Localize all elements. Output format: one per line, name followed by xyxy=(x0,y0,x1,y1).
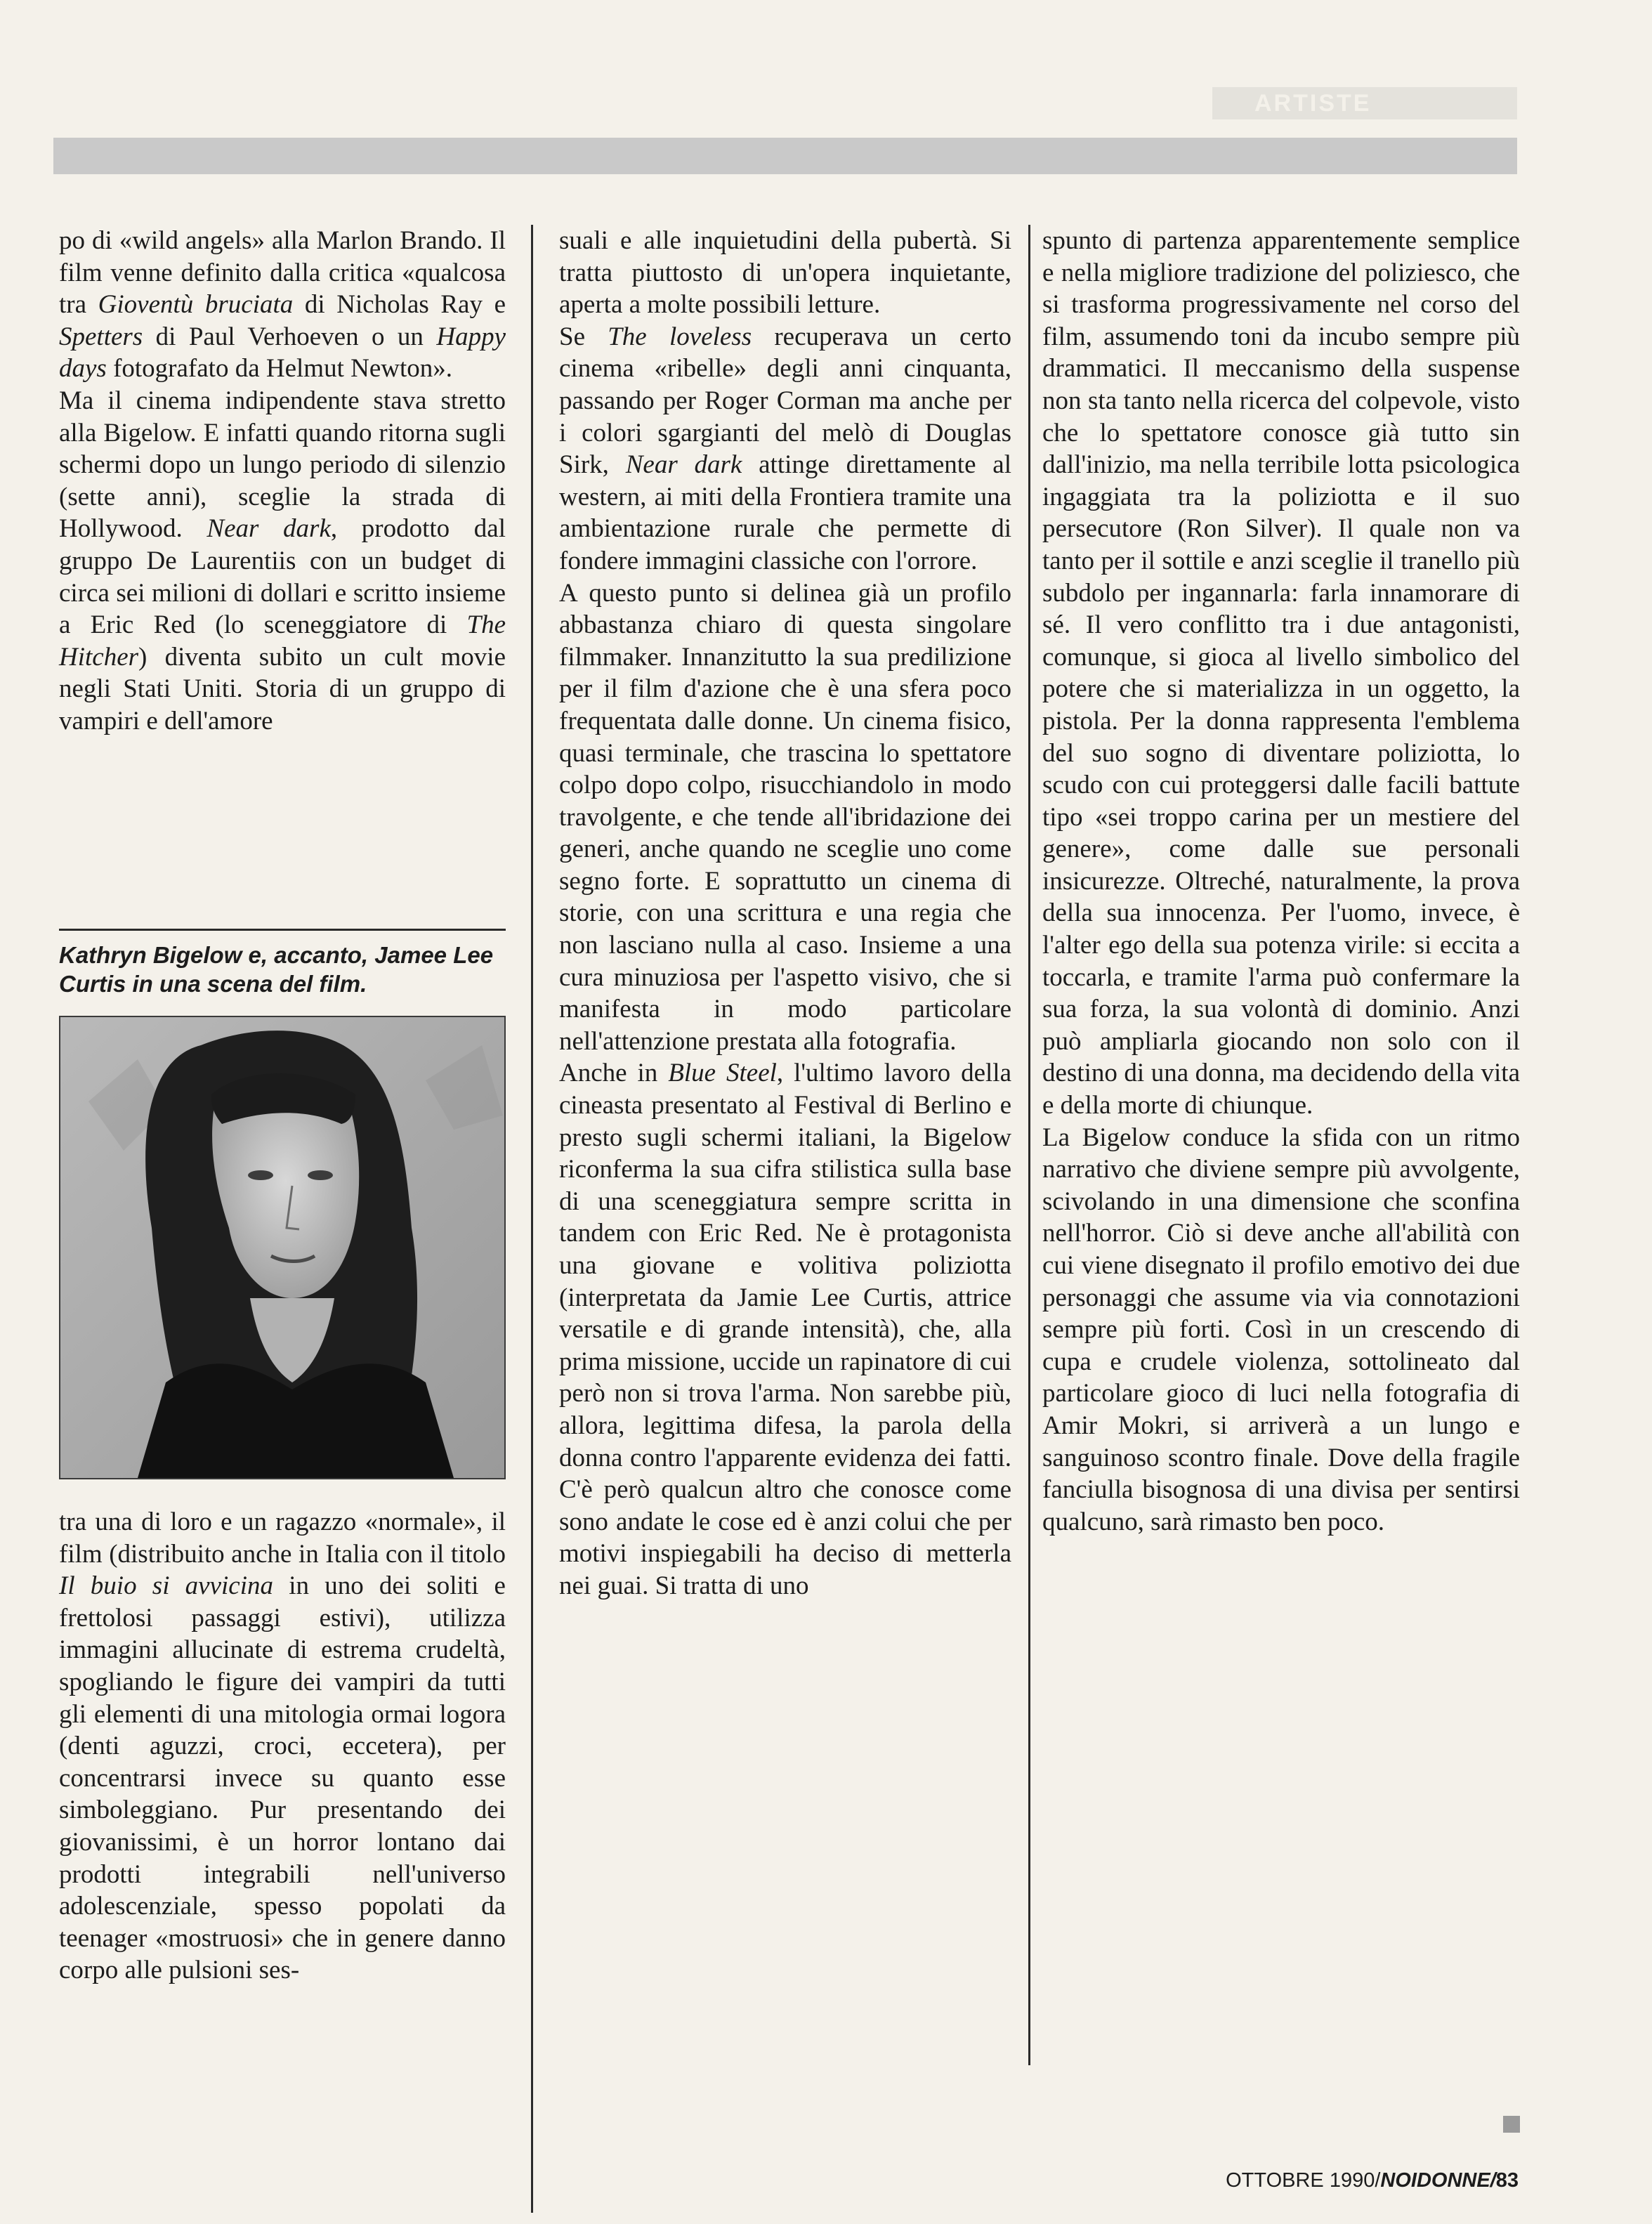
footer-magazine: NOIDONNE/ xyxy=(1380,2169,1496,2192)
text-run: recuperava un certo cinema «ribelle» degli anni cinquanta, passando per Roger Corman ma anche per i colori sgargianti del melò di Douglas Sirk, xyxy=(559,322,1011,480)
paragraph xyxy=(59,385,506,738)
title-italic: The loveless xyxy=(608,322,752,351)
text-run: ) diventa subito un cult movie negli Stati Uniti. Storia di un gruppo di vampiri e dell'amore xyxy=(59,642,506,735)
text-run: Ma il cinema indipendente stava stretto alla Bigelow. E infatti quando ritorna sugli schermi dopo un lungo periodo di silenzio (sette anni), sceglie la strada di Hollywood. xyxy=(59,386,506,544)
text-run: attinge direttamente al western, ai miti della Frontiera tramite una ambientazione rurale che permette di fondere immagini classiche con l'orrore. xyxy=(559,450,1011,575)
paragraph xyxy=(559,1057,1011,1602)
column-2 xyxy=(559,225,1011,1602)
text-run: suali e alle inquietudini della pubertà. Si tratta piuttosto di un'opera inquietante, aperta a molte possibili letture. xyxy=(559,226,1011,320)
paragraph xyxy=(559,225,1011,321)
text-run: , l'ultimo lavoro della cineasta presentato al Festival di Berlino e presto sugli schermi italiani, la Bigelow riconferma la sua cifra stilistica sulla base di una sceneggiatura sempre scritta in tandem con Eric Red. Ne è protagonista una giovane e volitiva poliziotta (interpretata da Jamie Lee Curtis, attrice versatile e di grande intensità), che, alla prima missione, uccide un rapinatore di cui però non si trova l'arma. Non sarebbe più, allora, legittima difesa, la parola della donna contro l'apparente evidenza dei fatti. C'è però qualcun altro che conosce come sono andate le cose ed è anzi colui che per motivi inspiegabili ha deciso di metterla nei guai. Si tratta di uno xyxy=(559,1059,1011,1600)
title-italic: Near dark xyxy=(206,514,331,544)
column-1-top xyxy=(59,225,506,738)
text-run: Anche in xyxy=(559,1059,669,1088)
text-run: tra una di loro e un ragazzo «normale», il film (distribuito anche in Italia con il titolo xyxy=(59,1507,506,1569)
title-italic: Happy days xyxy=(59,322,506,384)
column-3 xyxy=(1042,225,1520,1538)
title-italic: Gioventù bruciata xyxy=(98,290,294,320)
text-run: di Nicholas Ray e xyxy=(293,290,506,320)
paragraph xyxy=(1042,1122,1520,1538)
text-run: in uno dei soliti e frettolosi passaggi estivi), utilizza immagini allucinate di estrema crudeltà, spogliando le figure dei vampiri da tutti gli elementi di una mitologia ormai logora (denti aguzzi, croci, eccetera), per concentrarsi invece su quanto esse simboleggiano. Pur presentando dei giovanissimi, è un horror lontano dai prodotti integrabili nell'universo adolescenziale, spesso popolati da teenager «mostruosi» che in genere danno corpo alle pulsioni ses- xyxy=(59,1571,506,1985)
column-rule-left xyxy=(531,225,533,2213)
text-run: A questo punto si delinea già un profilo abbastanza chiaro di questa singolare filmmaker. Innanzitutto la sua predilizione per il film d'azione che è una sfera poco frequentata dalle donne. Un cinema fisico, quasi terminale, che trascina lo spettatore colpo dopo colpo, risucchiandolo in modo travolgente, e che tende all'ibridazione dei generi, anche quando ne sceglie uno come segno forte. E soprattutto un cinema di storie, con una scrittura e una regia che non lasciano nulla al caso. Insieme a una cura minuziosa per l'aspetto visivo, che si manifesta in modo particolare nell'attenzione prestata alla fotografia. xyxy=(559,578,1011,1056)
end-of-article-mark xyxy=(1503,2116,1520,2133)
paragraph xyxy=(1042,225,1520,1122)
title-italic: The Hitcher xyxy=(59,610,506,672)
header-band xyxy=(53,138,1517,174)
text-run: di Paul Verhoeven o un xyxy=(143,322,437,351)
portrait-photo xyxy=(59,1016,506,1479)
text-run: , prodotto dal gruppo De Laurentiis con un budget di circa sei milioni di dollari e scritto insieme a Eric Red (lo sceneggiatore di xyxy=(59,514,506,640)
column-rule-right xyxy=(1028,225,1030,2065)
title-italic: Near dark xyxy=(625,450,742,480)
section-label: ARTISTE xyxy=(1212,87,1517,119)
title-italic: Il buio si avvicina xyxy=(59,1571,274,1601)
paragraph xyxy=(59,1506,506,1987)
text-run: spunto di partenza apparentemente semplice e nella migliore tradizione del poliziesco, che si trasforma progressivamente nel corso del film, assumendo toni da incubo sempre più drammatici. Il meccanismo della suspense non sta tanto nella ricerca del colpevole, visto che lo spettatore conosce già tutto sin dall'inizio, ma nella terribile lotta psicologica ingaggiata tra la poliziotta e il suo persecutore (Ron Silver). Il quale non va tanto per il sottile e anzi sceglie il tranello più subdolo per ingannarla: farla innamorare di sé. Il vero conflitto tra i due antagonisti, comunque, si gioca al livello simbolico del potere che si materializza in un oggetto, la pistola. Per la donna rappresenta l'emblema del suo sogno di diventare poliziotta, lo scudo con cui proteggersi dalle facili battute tipo «sei troppo carina per un mestiere del genere», come dalle sue personali insicurezze. Oltreché, naturalmente, la prova della sua innocenza. Per l'uomo, invece, è l'alter ego della sua potenza virile: si eccita a toccarla, e tramite l'arma può confermare la sua forza, la sua volontà di dominio. Anzi può ampliarla giocando non solo con il destino di una donna, ma decidendo della vita e della morte di chiunque. xyxy=(1042,226,1520,1120)
title-italic: Spetters xyxy=(59,322,143,351)
paragraph xyxy=(559,577,1011,1058)
text-run: po di «wild angels» alla Marlon Brando. Il film venne definito dalla critica «qualcosa tra xyxy=(59,226,506,320)
text-run: fotografato da Helmut Newton». xyxy=(106,354,452,384)
footer-date: OTTOBRE 1990/ xyxy=(1226,2169,1381,2192)
text-run: Se xyxy=(559,322,608,351)
paragraph xyxy=(59,225,506,385)
column-1-bottom xyxy=(59,1506,506,1987)
text-run: La Bigelow conduce la sfida con un ritmo narrativo che diviene sempre più avvolgente, scivolando in una dimensione che sconfina nell'horror. Ciò si deve anche all'abilità con cui viene disegnato il profilo emotivo dei due personaggi che assume via via connotazioni sempre più forti. Così in un crescendo di cupa e crudele violenza, sottolineato dal particolare gioco di luci nella fotografia di Amir Mokri, si arriverà a un lungo e sanguinoso scontro finale. Dove della fragile fanciulla bisognosa di una divisa per sentirsi qualcuno, sarà rimasto ben poco. xyxy=(1042,1123,1520,1536)
photo-caption: Kathryn Bigelow e, accanto, Jamee Lee Curtis in una scena del film. xyxy=(59,929,506,998)
title-italic: Blue Steel xyxy=(668,1059,777,1088)
page-footer xyxy=(1226,2169,1519,2192)
paragraph xyxy=(559,321,1011,577)
page-number: 83 xyxy=(1495,2169,1519,2192)
